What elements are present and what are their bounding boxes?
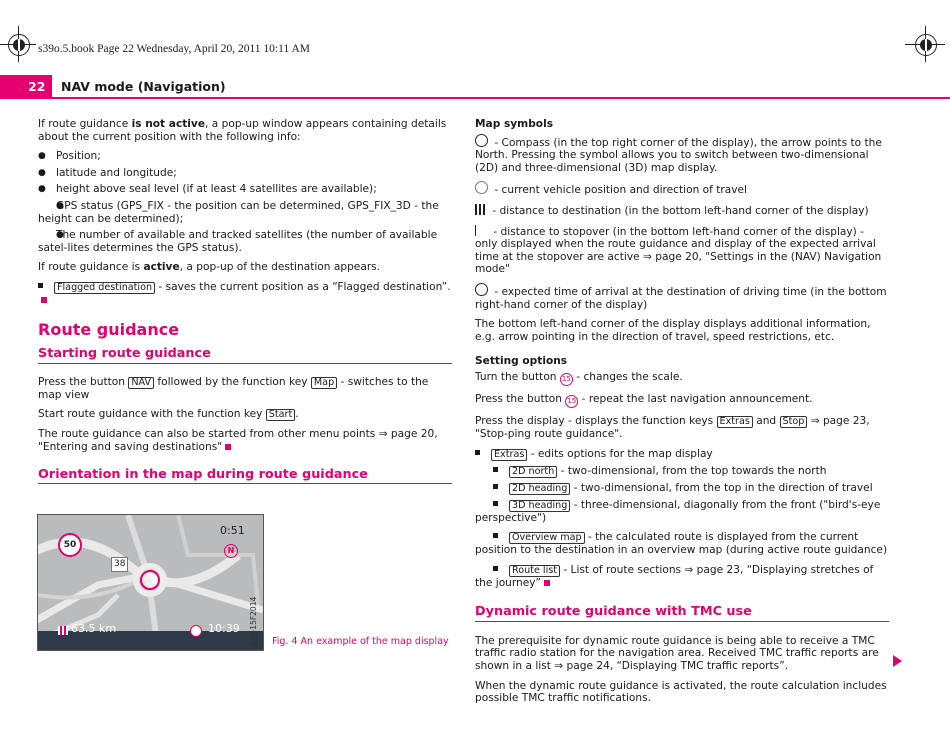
end-of-section-icon bbox=[544, 580, 550, 586]
press-text-b: - repeat the last navigation announcement. bbox=[578, 392, 813, 405]
list-item-satellites: ● The number of available and tracked satellites (the number of available satel-lites determines the GPS status). bbox=[38, 229, 452, 254]
bottom-left-paragraph: The bottom left-hand corner of the display displays additional information, e.g. arrow pointing in the direction of travel, speed restrictions, etc. bbox=[475, 318, 871, 343]
press-paragraph bbox=[475, 393, 889, 408]
header-rule bbox=[0, 97, 950, 99]
overview-item bbox=[475, 531, 889, 557]
extras-key[interactable]: Extras bbox=[717, 416, 753, 428]
eta-text: - expected time of arrival at the destination of driving time (in the bottom right-hand corner of the display) bbox=[475, 285, 887, 311]
square-bullet-icon bbox=[493, 501, 498, 506]
press-text-a: Press the button bbox=[475, 392, 566, 405]
3d-heading-key[interactable]: 3D heading bbox=[509, 500, 570, 512]
left-column bbox=[38, 118, 452, 484]
eta-readout: 10:39 bbox=[208, 622, 240, 635]
list-item-gps-status: ● GPS status (GPS_FIX - the position can be determined, GPS_FIX_3D - the height can be determined); bbox=[38, 200, 452, 225]
tmc-heading-block bbox=[475, 606, 889, 622]
turn-paragraph bbox=[475, 371, 889, 386]
eta-icon bbox=[190, 625, 202, 637]
active-paragraph bbox=[38, 261, 452, 274]
vehicle-position-icon bbox=[140, 570, 160, 590]
start-p1-a: Press the button bbox=[38, 375, 129, 388]
heading-rule bbox=[38, 483, 452, 484]
tmc-paragraph-1: The prerequisite for dynamic route guidance is being able to receive a TMC traffic radio station for the navigation area. Received TMC traffic reports are shown in a list ⇒ page 24, “Displaying TMC traffic reports”. bbox=[475, 634, 879, 673]
square-bullet-icon bbox=[493, 467, 498, 472]
square-bullet-icon bbox=[475, 450, 480, 455]
heading-rule bbox=[475, 621, 889, 622]
route-guidance-heading: Route guidance bbox=[38, 319, 180, 339]
distance-readout: 63.5 km bbox=[71, 622, 117, 635]
active-text-a: If route guidance is bbox=[38, 261, 144, 274]
starting-heading-block bbox=[38, 348, 452, 364]
checkered-flag-icon bbox=[58, 626, 68, 635]
start-paragraph-1 bbox=[38, 376, 452, 402]
compass-item bbox=[475, 134, 889, 175]
checkered-flag-symbol-icon bbox=[475, 204, 486, 215]
nav-key[interactable]: NAV bbox=[128, 377, 154, 389]
tmc-heading: Dynamic route guidance with TMC use bbox=[475, 604, 752, 620]
end-of-section-icon bbox=[41, 297, 47, 303]
figure-caption: Fig. 4 An example of the map display bbox=[272, 636, 449, 647]
flagged-destination-key[interactable]: Flagged destination bbox=[54, 282, 155, 294]
heading2d-item bbox=[475, 482, 889, 495]
figure-code: BAT-15F2014 bbox=[249, 596, 258, 646]
extras-item bbox=[475, 448, 889, 461]
start-p1-b: followed by the function key bbox=[154, 375, 311, 388]
active-text-b: , a pop-up of the destination appears. bbox=[179, 261, 381, 274]
section-title: NAV mode (Navigation) bbox=[61, 79, 226, 94]
intro-bold: is not active bbox=[131, 118, 206, 130]
end-of-section-icon bbox=[225, 444, 231, 450]
start-paragraph-2 bbox=[38, 408, 452, 421]
starting-route-guidance-heading: Starting route guidance bbox=[38, 346, 211, 362]
list-item-position: ● Position; bbox=[38, 150, 452, 163]
square-bullet-icon bbox=[493, 533, 498, 538]
book-info-line: s39o.5.book Page 22 Wednesday, April 20, 2011 10:11 AM bbox=[38, 43, 310, 55]
heading2d-text: - two-dimensional, from the top in the direction of travel bbox=[570, 481, 873, 494]
vehicle-item bbox=[475, 181, 889, 197]
right-column bbox=[475, 118, 889, 712]
destination-item bbox=[475, 204, 889, 218]
registration-mark-left-icon bbox=[8, 34, 30, 56]
map-key[interactable]: Map bbox=[311, 377, 337, 389]
turn-text-a: Turn the button bbox=[475, 370, 560, 383]
start-p3-text: The route guidance can also be started from other menu points ⇒ page 20, "Entering and saving destinations" bbox=[38, 428, 438, 453]
flagged-item bbox=[38, 281, 452, 307]
start-p2-a: Start route guidance with the function key bbox=[38, 408, 266, 421]
display-text-b: and bbox=[752, 414, 780, 427]
intro-text-a: If route guidance bbox=[38, 118, 132, 130]
scale-label: 50 bbox=[63, 540, 77, 550]
map-symbols-heading: Map symbols bbox=[475, 118, 554, 130]
heading3d-item bbox=[475, 499, 889, 525]
square-bullet-icon bbox=[493, 484, 498, 489]
display-paragraph bbox=[475, 415, 889, 441]
route-list-text: - List of route sections ⇒ page 23, “Displaying stretches of the journey” bbox=[475, 563, 874, 589]
orientation-heading: Orientation in the map during route guidance bbox=[38, 466, 368, 482]
compass-text: - Compass (in the top right corner of the display), the arrow points to the North. Pressing the symbol allows you to switch between two-dimensional (2D) and three-dimensional (3D) map display. bbox=[475, 136, 882, 174]
vehicle-position-symbol-icon bbox=[475, 181, 488, 194]
stopover-flag-symbol-icon bbox=[475, 225, 487, 236]
knob-button[interactable]: 15 bbox=[560, 373, 573, 386]
start-p2-b: . bbox=[295, 408, 299, 421]
active-bold: active bbox=[143, 261, 180, 274]
extras-key[interactable]: Extras bbox=[491, 449, 527, 461]
square-bullet-icon bbox=[38, 283, 43, 288]
north-item bbox=[475, 465, 889, 478]
stop-key[interactable]: Stop bbox=[780, 416, 808, 428]
orientation-heading-block bbox=[38, 466, 452, 485]
destination-text: - distance to destination (in the bottom left-hand corner of the display) bbox=[489, 204, 869, 217]
2d-north-key[interactable]: 2D north bbox=[509, 466, 557, 478]
heading3d-text: - three-dimensional, diagonally from the front ("bird's-eye perspective") bbox=[475, 498, 881, 524]
display-text-c: ⇒ page 23, "Stop-ping route guidance". bbox=[475, 414, 870, 440]
tmc-paragraph-2: When the dynamic route guidance is activated, the route calculation includes possible TMC traffic notifications. bbox=[475, 679, 887, 705]
flagged-text: - saves the current position as a “Flagged destination”. bbox=[155, 280, 451, 293]
heading-rule bbox=[38, 363, 452, 364]
vehicle-text: - current vehicle position and direction of travel bbox=[491, 184, 747, 197]
continue-arrow-icon bbox=[893, 655, 902, 667]
turn-text-b: - changes the scale. bbox=[572, 370, 683, 383]
knob-button[interactable]: 15 bbox=[565, 395, 578, 408]
map-display-figure bbox=[37, 514, 264, 651]
setting-options-heading: Setting options bbox=[475, 355, 568, 368]
square-bullet-icon bbox=[493, 566, 498, 571]
start-paragraph-3 bbox=[38, 428, 452, 453]
list-item-height: ● height above seal level (if at least 4 satellites are available); bbox=[38, 183, 452, 196]
time-to-destination: 0:51 bbox=[220, 524, 245, 537]
overview-text: - the calculated route is displayed from the current position to the destination in an overview map (during active route guidance) bbox=[475, 531, 888, 557]
compass-symbol-icon bbox=[475, 134, 488, 147]
clock-symbol-icon bbox=[475, 283, 488, 296]
intro-text-b: , a pop-up window appears containing details about the current position with the following info: bbox=[38, 118, 447, 143]
list-item-latlong: ● latitude and longitude; bbox=[38, 167, 452, 180]
eta-item bbox=[475, 283, 889, 311]
display-text-a: Press the display - displays the function keys bbox=[475, 414, 717, 427]
2d-heading-key[interactable]: 2D heading bbox=[509, 483, 570, 495]
registration-mark-right-icon bbox=[915, 34, 937, 56]
route-list-key[interactable]: Route list bbox=[509, 565, 560, 577]
compass-icon[interactable]: N bbox=[224, 544, 238, 558]
page-number: 22 bbox=[28, 79, 46, 94]
scale-indicator[interactable] bbox=[58, 533, 82, 557]
north-text: - two-dimensional, from the top towards the north bbox=[557, 464, 827, 477]
overview-map-key[interactable]: Overview map bbox=[509, 532, 585, 544]
road-number: 38 bbox=[111, 557, 128, 572]
stopover-item bbox=[475, 225, 889, 276]
start-key[interactable]: Start bbox=[266, 409, 295, 421]
intro-paragraph bbox=[38, 118, 452, 143]
start-p1-c: - switches to the map view bbox=[38, 375, 429, 401]
stopover-text: - distance to stopover (in the bottom left-hand corner of the display) - only displayed when the route guidance and display of the expected arrival time at the stopover are active ⇒ page 20, "Settings in the (NAV) Navigation mode" bbox=[475, 225, 882, 276]
route-list-item bbox=[475, 564, 889, 590]
extras-text: - edits options for the map display bbox=[527, 447, 713, 460]
